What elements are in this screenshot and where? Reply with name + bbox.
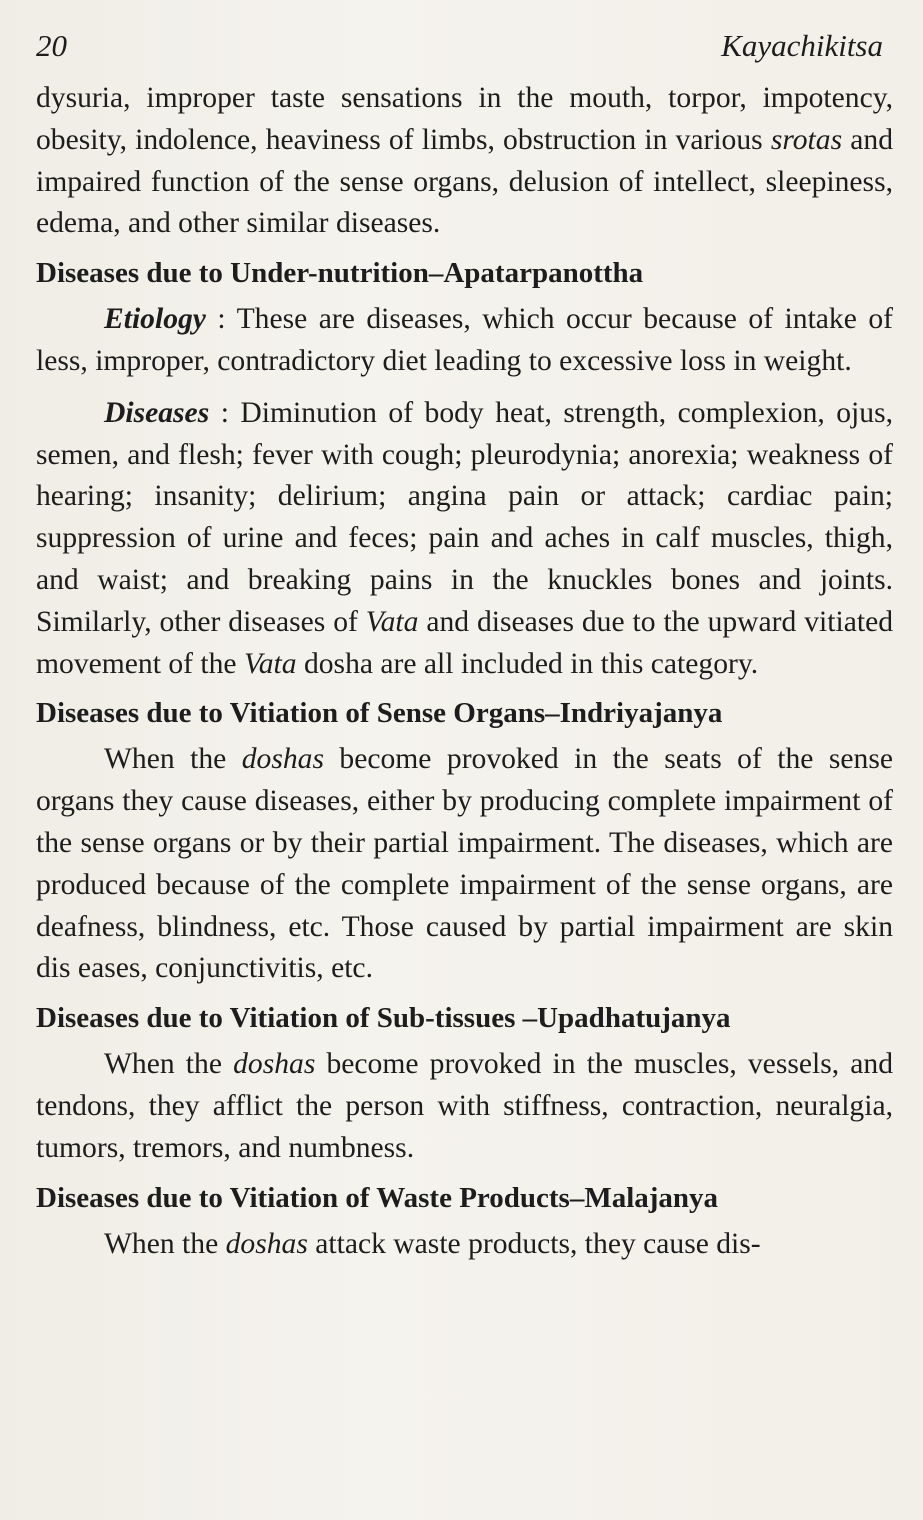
italic-term: doshas [233,1048,316,1081]
page-number: 20 [36,28,67,63]
section-heading-indriyajanya: Diseases due to Vitiation of Sense Organs–Indriyajanya [36,697,723,730]
text-run: become provoked in the muscles, vessels, and tendons, they afflict the person with stiffness, contraction, neuralgia, tumors, tremors, and numbness. [36,1048,893,1164]
text-run: attack waste products, they cause dis- [307,1227,761,1260]
paragraph-continuation [36,78,893,245]
run-in-heading: Etiology [104,303,206,336]
italic-term: srotas [770,123,843,156]
italic-term: Vata [365,605,419,638]
section-heading-malajanya: Diseases due to Vitiation of Waste Products–Malajanya [36,1181,719,1214]
text-run: dosha are all included in this category. [296,647,759,680]
text-run: : These are diseases, which occur because of intake of less, improper, contradictory diet leading to excessive loss in weight. [36,303,893,377]
text-run: and diseases due to the upward vitiated movement of the [36,605,894,680]
text-run: dysuria, improper taste sensations in the mouth, torpor, impotency, obesity, indolence, heaviness of limbs, obstruction in various [36,82,893,156]
paragraph-sub-tissues [36,1044,893,1169]
text-run: become provoked in the seats of the sense organs they cause diseases, either by producing complete impairment of the sense organs or by their partial impairment. The diseases, which are produced because of the complete impairment of the sense organs, are deafness, blindness, etc. Those caused by partial impairment are skin dis eases, conjunctivitis, etc. [36,743,893,985]
paragraph-etiology [36,299,893,383]
section-heading-apatarpanottha: Diseases due to Under-nutrition–Apatarpanottha [36,257,644,290]
page-body [36,78,893,1265]
book-title: Kayachikitsa [721,28,883,63]
italic-term: Vata [243,647,297,680]
paragraph-diseases [36,393,893,686]
text-run: : Diminution of body heat, strength, complexion, ojus, semen, and flesh; fever with cough; pleurodynia; anorexia; weakness of hearing; insanity; delirium; angina pain or attack; cardiac pain; suppression of urine and feces; pain and aches in calf muscles, thigh, and waist; and breaking pains in the knuckles bones and joints. Similarly, other diseases of [36,396,893,638]
text-run: and impaired function of the sense organs, delusion of intellect, sleepiness, edema, and other similar diseases. [36,123,893,240]
text-run: When the [104,743,242,776]
section-heading-upadhatujanya: Diseases due to Vitiation of Sub-tissues –Upadhatujanya [36,1002,731,1035]
run-in-heading: Diseases [104,396,210,429]
italic-term: doshas [241,743,324,776]
text-run: When the [104,1048,234,1081]
paragraph-sense-organs [36,739,893,990]
running-head [36,28,893,64]
italic-term: doshas [225,1227,308,1260]
text-run: When the [104,1227,226,1260]
paragraph-waste-products [36,1224,893,1266]
